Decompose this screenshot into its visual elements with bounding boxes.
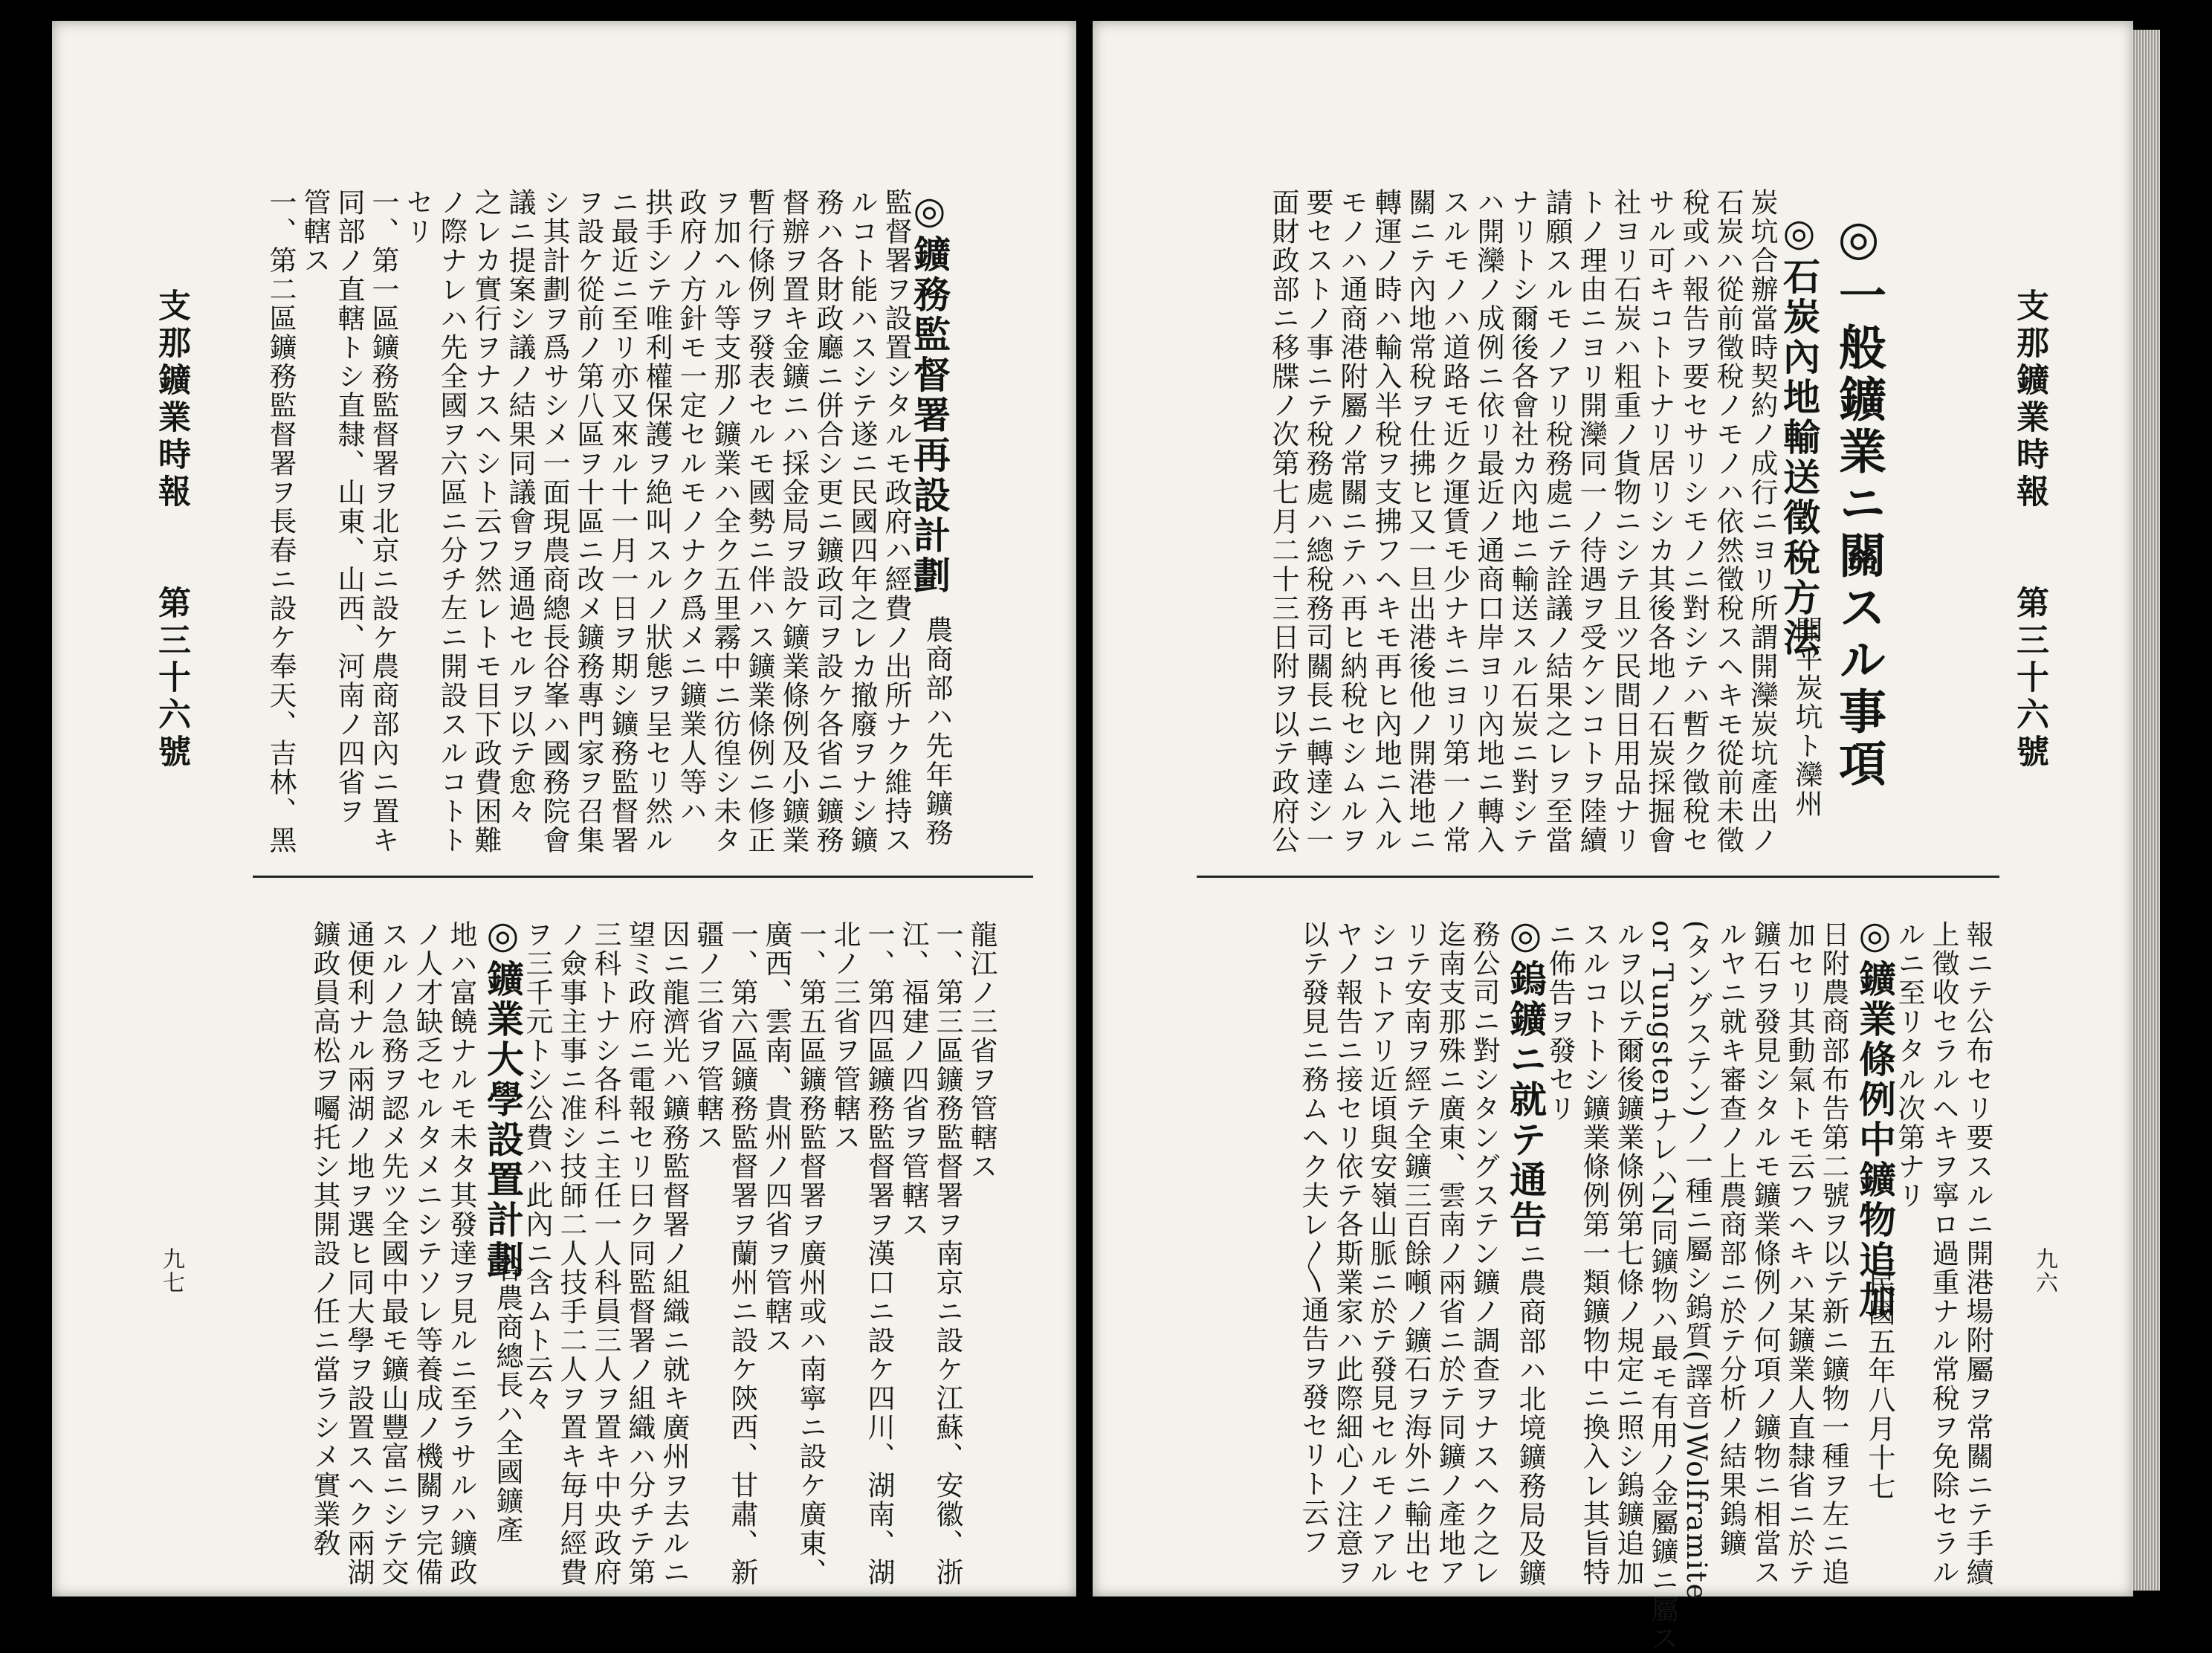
left-upper-column-17: 管轄ス [299, 188, 331, 275]
right-page [1093, 21, 2133, 1653]
right-lower-column2-2: リテ安南ヲ經テ全鑛三百餘噸ノ鑛石ヲ海外ニ輸出セ [1400, 920, 1432, 1587]
tungsten-heading-suffix: ニ農商部ハ北境鑛務局及鑛 [1514, 1240, 1546, 1588]
left-page [52, 21, 1076, 1597]
left-lower-after-heading-column-0: 地ハ富饒ナルモ未タ其發達ヲ見ルニ至ラサルハ鑛政 [445, 920, 477, 1587]
right-upper-column-14: 面財政部ニ移牒ノ次第七月二十三日附ヲ以テ政府公 [1267, 188, 1299, 855]
left-upper-column-13: ノ際ナレハ先全國ヲ六區ニ分チ左ニ開設スルコトト [436, 188, 468, 855]
left-upper-column-16: 同部ノ直轄トシ直隸、山東、山西、河南ノ四省ヲ [333, 188, 365, 826]
right-lower-column2-4: ヤノ報告ニ接セリ依テ各斯業家ハ此際細心ノ注意ヲ [1331, 920, 1363, 1587]
page-number-right: 九六 [2031, 1247, 2057, 1295]
left-lower-after-heading-column-3: 通便利ナル兩湖ノ地ヲ選ヒ同大學ヲ設置スヘク兩湖 [343, 920, 375, 1587]
left-lower-column-5: 一、第五區鑛務監督署ヲ廣州或ハ南寧ニ設ケ廣東、 [795, 920, 827, 1587]
right-lower-column-4: (タングステン)ノ一種ニ屬シ鎢質(譯音)Wolframite [1681, 920, 1713, 1602]
left-upper-column-4: 暫行條例ヲ發表セルモ國勢ニ伴ハス鑛業條例ニ修正 [743, 188, 775, 855]
right-upper-column-2: 稅或ハ報告ヲ要セサリシモノニ對シテハ暫ク徵稅セ [1678, 188, 1710, 855]
right-lower-column-7: スルコトトシ鑛業條例第一類鑛物中ニ換入レ其旨特 [1578, 920, 1610, 1587]
right-upper-column-1: 石炭ハ從前徵稅ノモノハ依然徵稅スヘキモ從前未徵 [1712, 188, 1744, 855]
left-lower-after-heading-column-4: 鑛政員高松ヲ囑托シ其開設ノ任ニ當ラシメ實業敎 [308, 920, 340, 1558]
left-upper-column-6: 政府ノ方針モ一定セルモノナク爲メニ鑛業人等ハ [675, 188, 707, 826]
left-upper-column-10: シ其計劃ヲ爲サシメ一面現農商總長谷峯ハ國務院會 [538, 188, 570, 855]
left-lower-column-4: 北ノ三省ヲ管轄ス [829, 920, 861, 1152]
left-lower-column-7: 一、第六區鑛務監督署ヲ蘭州ニ設ケ陝西、甘肅、新 [726, 920, 758, 1587]
left-lower-column-0: 龍江ノ三省ヲ管轄ス [966, 920, 997, 1181]
right-upper-column-13: 要セストノ事ニテ稅務處ハ總稅務司關長ニ轉達シ一 [1301, 188, 1333, 855]
right-lower-column-0: 日附農商部布告第二號ヲ以テ新ニ鑛物一種ヲ左ニ追 [1817, 920, 1849, 1587]
left-lower-column-9: 因ニ龍濟光ハ鑛務監督署ノ組織ニ就キ廣州ヲ去ルニ [658, 920, 690, 1587]
section-heading-mining-university: ◎鑛業大學設置計劃 [481, 913, 525, 1281]
university-heading-suffix: 谷農商總長ハ全國鑛產 [491, 1255, 523, 1544]
left-upper-column-14: セリ [401, 188, 433, 246]
main-heading-general-mining: ◎一般鑛業ニ關スル事項 [1831, 210, 1886, 791]
left-upper-column-2: 務ハ各財政廳ニ併合シ更ニ鑛政司ヲ設ケ各省ニ鑛務 [812, 188, 844, 855]
left-upper-column-8: ニ最近ニ至リ亦又來ル十一月一日ヲ期シ鑛務監督署 [607, 188, 638, 855]
right-upper-column-7: ナリトシ爾後各會社カ內地ニ輸送スル石炭ニ對シテ [1507, 188, 1539, 855]
right-lower-column2-0: 務公司ニ對シタングステン鑛ノ調查ヲナスヘク之レ [1468, 920, 1500, 1587]
right-lower-column-1: 加セリ其動氣トモ云フヘキハ某鑛業人直隸省ニ於テ [1783, 920, 1815, 1587]
left-upper-column-3: 督辦ヲ置キ金鑛ニハ採金局ヲ設ケ鑛業條例及小鑛業 [777, 188, 809, 855]
right-lower-column-2: 鑛石ヲ發見シタルモ鑛業條例ノ何項ノ鑛物ニ相當ス [1749, 920, 1781, 1587]
left-upper-column-9: ヲ設ケ從前ノ第八區ヲ十區ニ改メ鑛務專門家ヲ召集 [572, 188, 604, 855]
book-page-edges [2132, 30, 2160, 1591]
right-upper-column-9: スルモノハ道路モ近ク運賃モ少ナキニヨリ第一ノ常 [1438, 188, 1470, 855]
section-divider-left [253, 876, 1033, 878]
left-upper-column-15: 一、第一區鑛務監督署ヲ北京ニ設ケ農商部內ニ置キ [367, 188, 399, 855]
left-lower-column-12: ノ僉事主事ニ准シ技師二人技手二人ヲ置キ毎月經費 [555, 920, 587, 1587]
left-lower-column-11: 三科トナシ各科ニ主任一人科員三人ヲ置キ中央政府 [589, 920, 621, 1587]
left-upper-column-5: ヲ加ヘル等支那ノ鑛業ハ全ク五里霧中ニ彷徨シ未タ [709, 188, 741, 855]
section-heading-tungsten-notice: ◎鎢鑛ニ就テ通告 [1504, 913, 1548, 1240]
heading-suffix-text: 農商部ハ先年鑛務 [921, 615, 953, 847]
right-lower-top-column-1: 上徵收セラルヘキヲ寧ロ過重ナル常稅ヲ免除セラル [1927, 920, 1959, 1587]
right-lower-column-3: ルヤニ就キ審查ノ上農商部ニ於テ分析ノ結果鎢鑛 [1715, 920, 1747, 1558]
right-lower-column-5: or TungstenナレハN同鑛物ハ最モ有用ノ金屬鑛ニ屬ス [1646, 920, 1678, 1653]
left-lower-column-1: 一、第三區鑛務監督署ヲ南京ニ設ケ江蘇、安徽、浙 [931, 920, 963, 1587]
right-upper-column-5: トノ理由ニヨリ開灤同一ノ待遇ヲ受ケンコトヲ陸續 [1575, 188, 1607, 855]
right-lower-column2-1: 迄南支那殊ニ廣東、雲南ノ兩省ニ於テ同鑛ノ產地ア [1434, 920, 1466, 1587]
right-upper-column-10: 關ニテ內地常稅ヲ仕拂ヒ又一旦出港後他ノ開港地ニ [1404, 188, 1436, 855]
left-upper-column-11: 議ニ提案シ議ノ結果同議會ヲ通過セルヲ以テ愈々 [504, 188, 536, 826]
right-lower-column2-5: 以テ發見ニ務ムヘク夫レ〳〵通告ヲ發セリト云フ [1297, 920, 1329, 1556]
right-lower-top-column-0: 報ニテ公布セリ要スルニ開港場附屬ヲ常關ニテ手續 [1962, 920, 1993, 1587]
left-lower-after-heading-column-2: スルノ急務ヲ認メ先ツ全國中最モ鑛山豐富ニシテ交 [377, 920, 409, 1587]
right-upper-column-6: 請願スルモノアリ稅務處ニテ詮議ノ結果之レヲ至當 [1541, 188, 1573, 855]
right-lower-column-6: ルヲ以テ爾後鑛業條例第七條ノ規定ニ照シ鎢鑛追加 [1612, 920, 1644, 1587]
left-lower-column-3: 一、第四區鑛務監督署ヲ漢口ニ設ケ四川、湖南、湖 [863, 920, 895, 1587]
section-divider-right [1197, 876, 1999, 878]
right-upper-column-3: サル可キコトトナリ居リシカ其後各地ノ石炭採掘會 [1643, 188, 1675, 855]
sub-heading-coal-tax: ◎石炭內地輸送徵稅方法 [1777, 210, 1821, 659]
left-upper-column-1: ルコト能ハスシテ遂ニ民國四年之レカ撤廢ヲナシ鑛 [846, 188, 878, 855]
right-lower-column2-3: シコトアリ近頃與安嶺山脈ニ於テ發見セルモノアル [1365, 920, 1397, 1587]
running-title-right: 支那鑛業時報 第三十六號 [2011, 288, 2048, 771]
left-lower-column-13: ヲ三千元トシ公費ハ此內ニ含ムト云々 [521, 920, 553, 1413]
right-lower-top-column-2: ルニ至リタル次第ナリ [1893, 920, 1925, 1210]
section-heading-mineral-addition: ◎鑛業條例中鑛物追加 [1853, 913, 1897, 1321]
left-upper-column-18: 一、第二區鑛務監督署ヲ長春ニ設ケ奉天、吉林、黑 [265, 188, 297, 855]
left-lower-after-heading-column-1: ノ人才缺乏セルタメニシテソレ等養成ノ機關ヲ完備 [411, 920, 443, 1587]
right-lower-column-8: ニ佈告ヲ發セリ [1544, 920, 1576, 1123]
running-title-left: 支那鑛業時報 第三十六號 [152, 288, 190, 771]
left-lower-column-10: 望ミ政府ニ電報セリ曰ク同監督署ノ組織ハ分チテ第 [624, 920, 656, 1587]
left-upper-column-7: 拱手シテ唯利權保護ヲ絶叫スルノ狀態ヲ呈セリ然ル [641, 188, 673, 855]
left-lower-column-2: 江、福建ノ四省ヲ管轄ス [897, 920, 929, 1239]
right-upper-column-12: モノハ通商港附屬ノ常關ニテハ再ヒ納稅セシムルヲ [1336, 188, 1368, 855]
left-upper-column-12: 之レカ實行ヲナスヘシト云フ然レトモ目下政費困難 [470, 188, 502, 855]
section-heading-mining-supervision: ◎鑛務監督署再設計劃 [908, 188, 951, 596]
right-upper-column-8: ハ開灤ノ成例ニ依リ最近ノ通商口岸ヨリ內地ニ轉入 [1472, 188, 1504, 855]
left-lower-column-6: 廣西、雲南、貴州ノ四省ヲ管轄ス [760, 920, 792, 1355]
left-upper-column-0: 監督署ヲ設置シタルモ政府ハ經費ノ出所ナク維持ス [880, 188, 912, 855]
page-number-left: 九七 [158, 1247, 184, 1295]
mineral-addition-heading-suffix: 民國五年八月十七 [1863, 1269, 1895, 1501]
left-lower-column-8: 疆ノ三省ヲ管轄ス [692, 920, 724, 1152]
right-upper-column-4: 社ヨリ石炭ハ粗重ノ貨物ニシテ且ツ民間日用品ナリ [1609, 188, 1641, 855]
right-upper-column-0: 炭坑合辦當時契約ノ成行ニヨリ所謂開灤炭坑產出ノ [1746, 188, 1778, 855]
right-upper-column-11: 轉運ノ時ハ輸入半稅ヲ支拂フヘキモ再ヒ內地ニ入ル [1370, 188, 1402, 855]
sub-heading-suffix: 開平炭坑ト灤州 [1791, 615, 1823, 818]
